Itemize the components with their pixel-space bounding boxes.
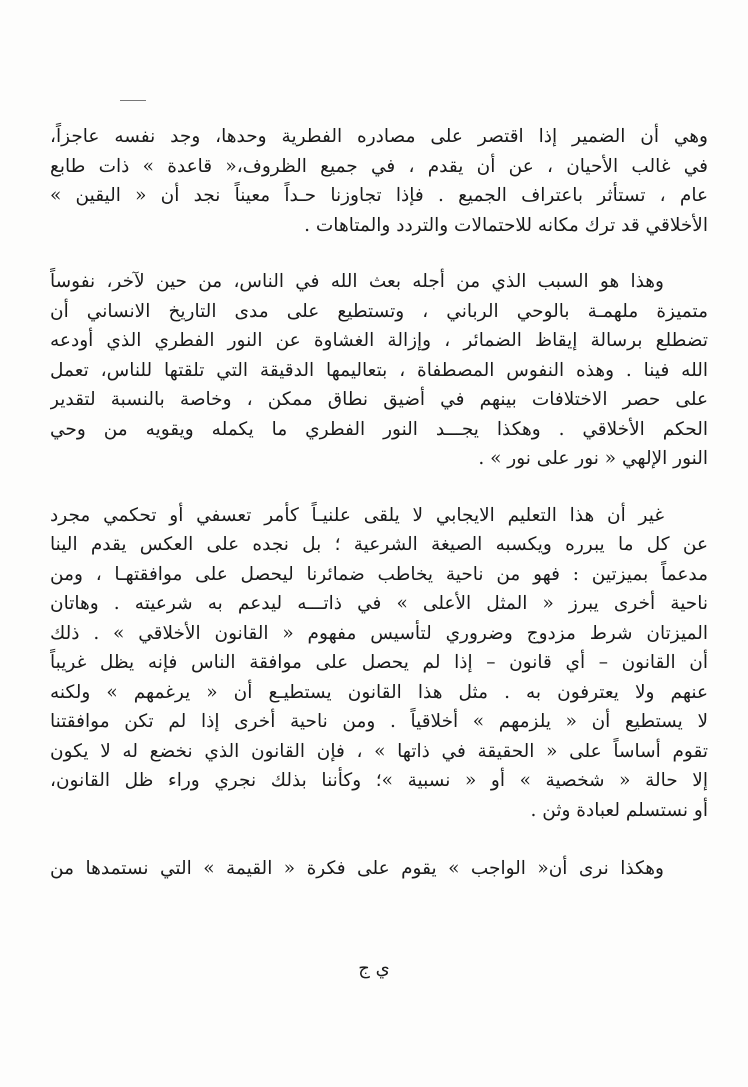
paragraph-4 bbox=[50, 854, 708, 884]
paragraph-spacer bbox=[50, 825, 708, 854]
text-line: أن القانون – أي قانون – إذا لم يحصل على موافقة الناس فإنه يظل غريباً bbox=[50, 652, 708, 673]
text-line: تضطلع برسالة إيقاظ الضمائر ، وإزالة الغشاوة عن النور الفطري الذي أودعه bbox=[50, 330, 708, 351]
text-line: متميزة ملهمـة بالوحي الرباني ، وتستطيع على مدى التاريخ الانساني أن bbox=[50, 300, 708, 322]
text-line: إلا حالة « شخصية » أو « نسبية »؛ وكأننا بذلك نجري وراء ظل القانون، bbox=[50, 770, 708, 791]
text-line: وهكذا نرى أن« الواجب » يقوم على فكرة « القيمة » التي نستمدها من bbox=[50, 858, 664, 879]
text-line: الميزتان شرط مزدوج وضروري لتأسيس مفهوم « القانون الأخلاقي » . ذلك bbox=[50, 622, 708, 644]
text-line: مدعماً بميزتين : فهو من ناحية يخاطب ضمائرنا ليحصل على موافقتهـا ، ومن bbox=[50, 563, 708, 585]
text-line: أو نستسلم لعبادة وثن . bbox=[530, 799, 708, 821]
paragraph-1 bbox=[50, 122, 708, 240]
text-line: ناحية أخرى يبرز « المثل الأعلى » في ذاتـــه ليدعم به شرعيته . وهاتان bbox=[50, 593, 708, 614]
page-number: ي ج bbox=[358, 958, 390, 979]
text-line: لا يستطيع أن « يلزمهم » أخلاقياً . ومن ناحية أخرى إذا لم تكن موافقتنا bbox=[50, 711, 708, 732]
page-body-text bbox=[50, 122, 708, 884]
top-divider-rule bbox=[120, 100, 146, 101]
paragraph-spacer bbox=[50, 240, 708, 267]
text-line: وهي أن الضمير إذا اقتصر على مصادره الفطرية وحدها، وجد نفسه عاجزاً، bbox=[50, 126, 708, 147]
paragraph-2 bbox=[50, 267, 708, 474]
text-line: النور الإلهي « نور على نور » . bbox=[478, 448, 708, 469]
text-line: عنهم ولا يعترفون به . مثل هذا القانون يستطيـع أن « يرغمهم » ولكنه bbox=[50, 681, 708, 703]
paragraph-3 bbox=[50, 501, 708, 826]
text-line: الحكم الأخلاقي . وهكذا يجـــد النور الفطري ما يكمله ويقويه من وحي bbox=[50, 418, 708, 440]
text-line: تقوم أساساً على « الحقيقة في ذاتها » ، فإن القانون الذي نخضع له لا يكون bbox=[50, 740, 708, 762]
text-line: في غالب الأحيان ، عن أن يقدم ، في جميع الظروف،« قاعدة » ذات طابع bbox=[50, 155, 708, 177]
text-line: الأخلاقي قد ترك مكانه للاحتمالات والتردد والمتاهات . bbox=[304, 214, 708, 236]
text-line: وهذا هو السبب الذي من أجله بعث الله في الناس، من حين لآخر، نفوساً bbox=[50, 271, 664, 292]
text-line: على حصر الاختلافات بينهم في أضيق نطاق ممكن ، وخاصة بالنسبة لتقدير bbox=[50, 389, 708, 410]
text-line: عام ، تستأثر باعتراف الجميع . فإذا تجاوزنا حـداً معيناً نجد أن « اليقين » bbox=[50, 185, 708, 206]
paragraph-spacer bbox=[50, 474, 708, 501]
text-line: غير أن هذا التعليم الايجابي لا يلقى علنيـاً كأمر تعسفي أو تحكمي مجرد bbox=[50, 504, 664, 526]
text-line: عن كل ما يبرره ويكسبه الصيغة الشرعية ؛ بل نجده على العكس يقدم الينا bbox=[50, 534, 708, 555]
text-line: الله فينا . وهذه النفوس المصطفاة ، بتعاليمها الدقيقة التي تلقتها للناس، تعمل bbox=[50, 359, 708, 381]
